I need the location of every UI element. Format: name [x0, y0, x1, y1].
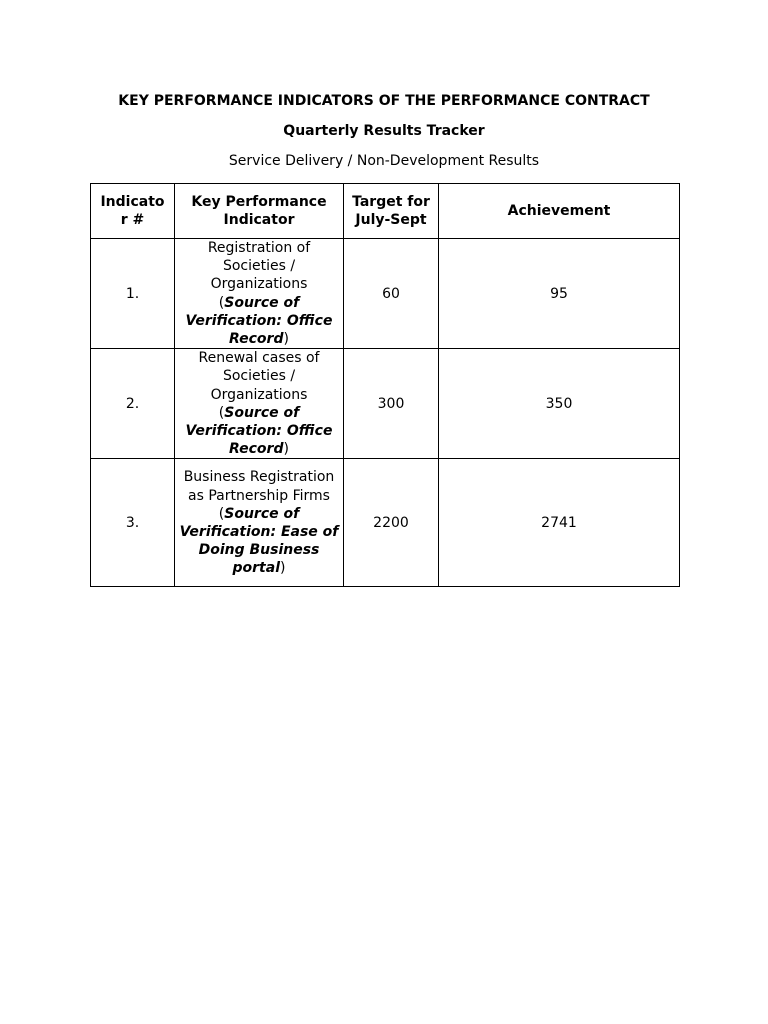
indicator-number: 3. — [91, 459, 175, 587]
achievement-value: 350 — [439, 349, 680, 459]
document-title: KEY PERFORMANCE INDICATORS OF THE PERFORMANCE CONTRACT — [118, 93, 650, 109]
verification-source: Source of Verification: Office Record — [185, 404, 333, 458]
paren-open: ( — [218, 505, 225, 522]
target-value: 2200 — [344, 459, 439, 587]
kpi-description: Business Registration as Partnership Firms — [183, 469, 335, 504]
table-header-row — [91, 184, 680, 239]
section-heading: Service Delivery / Non-Development Results — [228, 153, 540, 169]
paren-close: ) — [280, 560, 286, 577]
achievement-value: 2741 — [439, 459, 680, 587]
indicator-number: 1. — [91, 239, 175, 349]
document-subtitle: Quarterly Results Tracker — [283, 123, 485, 139]
paren-open: ( — [218, 294, 225, 311]
header-achievement: Achievement — [439, 184, 680, 239]
kpi-cell — [175, 349, 344, 459]
table-row — [91, 239, 680, 349]
kpi-description: Registration of Societies / Organizations — [207, 240, 311, 293]
indicator-number: 2. — [91, 349, 175, 459]
target-value: 60 — [344, 239, 439, 349]
header-target: Target for July-Sept — [344, 184, 439, 239]
header-indicator-number: Indicato r # — [91, 184, 175, 239]
kpi-cell — [175, 239, 344, 349]
kpi-cell — [175, 459, 344, 587]
kpi-description: Renewal cases of Societies / Organizations — [198, 350, 320, 403]
verification-source: Source of Verification: Ease of Doing Business portal — [179, 505, 339, 577]
table-row — [91, 349, 680, 459]
paren-open: ( — [218, 404, 225, 421]
paren-close: ) — [283, 331, 289, 348]
target-value: 300 — [344, 349, 439, 459]
verification-source: Source of Verification: Office Record — [185, 294, 333, 348]
table-row — [91, 459, 680, 587]
achievement-value: 95 — [439, 239, 680, 349]
paren-close: ) — [283, 441, 289, 458]
kpi-table — [90, 183, 680, 587]
header-key-performance-indicator: Key Performance Indicator — [175, 184, 344, 239]
